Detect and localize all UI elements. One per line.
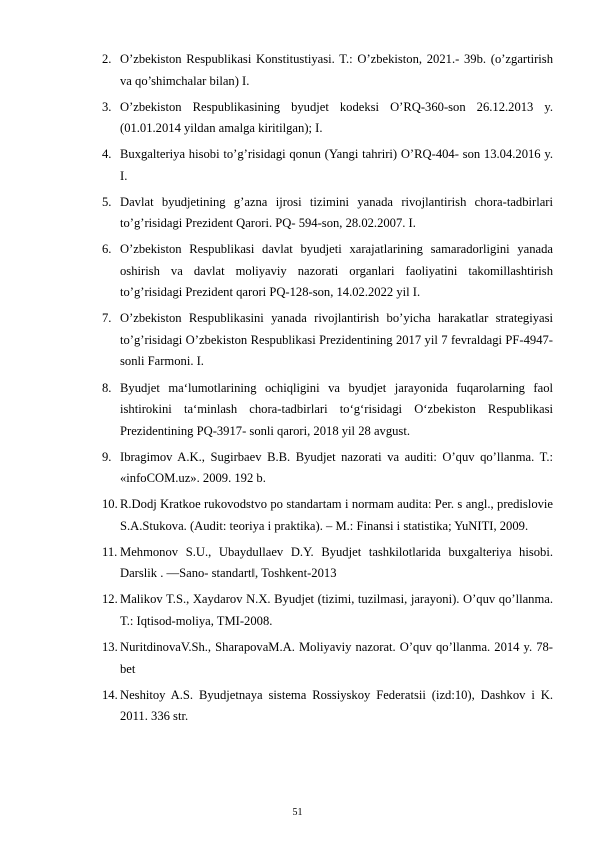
reference-number: 4. — [102, 147, 112, 162]
reference-number: 10. — [102, 497, 118, 512]
reference-item — [102, 308, 553, 373]
reference-text: Malikov T.S., Xaydarov N.X. Byudjet (tizimi, tuzilmasi, jarayoni). O’quv qo’llanma. T.: Iqtisod-moliya, TMI-2008. — [120, 592, 553, 628]
reference-text: NuritdinovaV.Sh., SharapovaM.A. Moliyaviy nazorat. O’quv qo’llanma. 2014 y. 78-bet — [120, 640, 553, 676]
reference-item — [102, 637, 553, 680]
reference-item — [102, 494, 553, 537]
reference-item — [102, 192, 553, 235]
reference-text: O’zbekiston Respublikasining byudjet kodeksi O’RQ-360-son 26.12.2013 y. (01.01.2014 yildan amalga kiritilgan); I. — [120, 99, 553, 136]
reference-text: R.Dodj Kratkoe rukovodstvo po standartam i normam audita: Per. s angl., predislovie S.A.Stukova. (Audit: teoriya i praktika). – M.: Finansi i statistika; YuNITI, 2009. — [120, 497, 553, 533]
page-number: 51 — [292, 807, 303, 818]
reference-number: 3. — [102, 99, 112, 114]
reference-text: Ibragimov A.K., Sugirbaev B.B. Byudjet nazorati va auditi: O’quv qo’llanma. T.: «infoCOM.uz». 2009. 192 b. — [120, 449, 553, 486]
reference-number: 12. — [102, 592, 118, 607]
reference-text: O’zbekiston Respublikasi davlat byudjeti xarajatlarining samaradorligini yanada oshirish va davlat moliyaviy nazorati organlari faoliyatini takomillashtirish to’g’risidagi Prezident qarori PQ-128-son, 14.02.2022 yil I. — [120, 242, 553, 300]
reference-number: 5. — [102, 194, 112, 209]
reference-text: Mehmonov S.U., Ubaydullaev D.Y. Byudjet tashkilotlarida buxgalteriya hisobi. Darslik . ―Sano- standart‖, Toshkent-2013 — [120, 544, 553, 581]
reference-text: Davlat byudjetining g’azna ijrosi tizimini yanada rivojlantirish chora-tadbirlari to’g’risidagi Prezident Qarori. PQ- 594-son, 28.02.2007. I. — [120, 194, 553, 231]
reference-text: Neshitoy A.S. Byudjetnaya sistema Rossiyskoy Federatsii (izd:10), Dashkov i K. 2011. 336 str. — [120, 687, 553, 724]
reference-number: 11. — [102, 544, 118, 559]
reference-number: 2. — [102, 52, 112, 66]
reference-text: O’zbekiston Respublikasini yanada rivojlantirish bo’yicha harakatlar strategiyasi to’g’risidagi O’zbekiston Respublikasi Prezidentining 2017 yil 7 fevraldagi PF-4947-sonli Farmoni. I. — [120, 311, 553, 369]
reference-number: 6. — [102, 242, 112, 257]
reference-item — [102, 447, 553, 490]
reference-number: 9. — [102, 449, 112, 464]
reference-item — [102, 144, 553, 187]
reference-text: Byudjet ma‘lumotlarining ochiqligini va byudjet jarayonida fuqarolarning faol ishtirokini ta‘minlash chora-tadbirlari to‘g‘risidagi O‘zbekiston Respublikasi Prezidentining PQ-3917- sonli qarori, 2018 yil 28 avgust. — [120, 380, 553, 438]
reference-text: Buxgalteriya hisobi to’g’risidagi qonun (Yangi tahriri) O’RQ-404- son 13.04.2016 y. I. — [120, 147, 553, 183]
reference-number: 8. — [102, 380, 112, 395]
reference-number: 14. — [102, 687, 118, 702]
reference-number: 7. — [102, 311, 112, 326]
reference-number: 13. — [102, 640, 118, 655]
reference-item — [102, 49, 553, 92]
reference-item — [102, 378, 553, 443]
reference-text: O’zbekiston Respublikasi Konstitustiyasi. T.: O’zbekiston, 2021.- 39b. (o’zgartirish va qo’shimchalar bilan) I. — [120, 52, 553, 88]
reference-item — [102, 542, 553, 585]
reference-item — [102, 589, 553, 632]
reference-item — [102, 685, 553, 728]
reference-list — [102, 49, 553, 732]
reference-item — [102, 97, 553, 140]
reference-item — [102, 239, 553, 304]
